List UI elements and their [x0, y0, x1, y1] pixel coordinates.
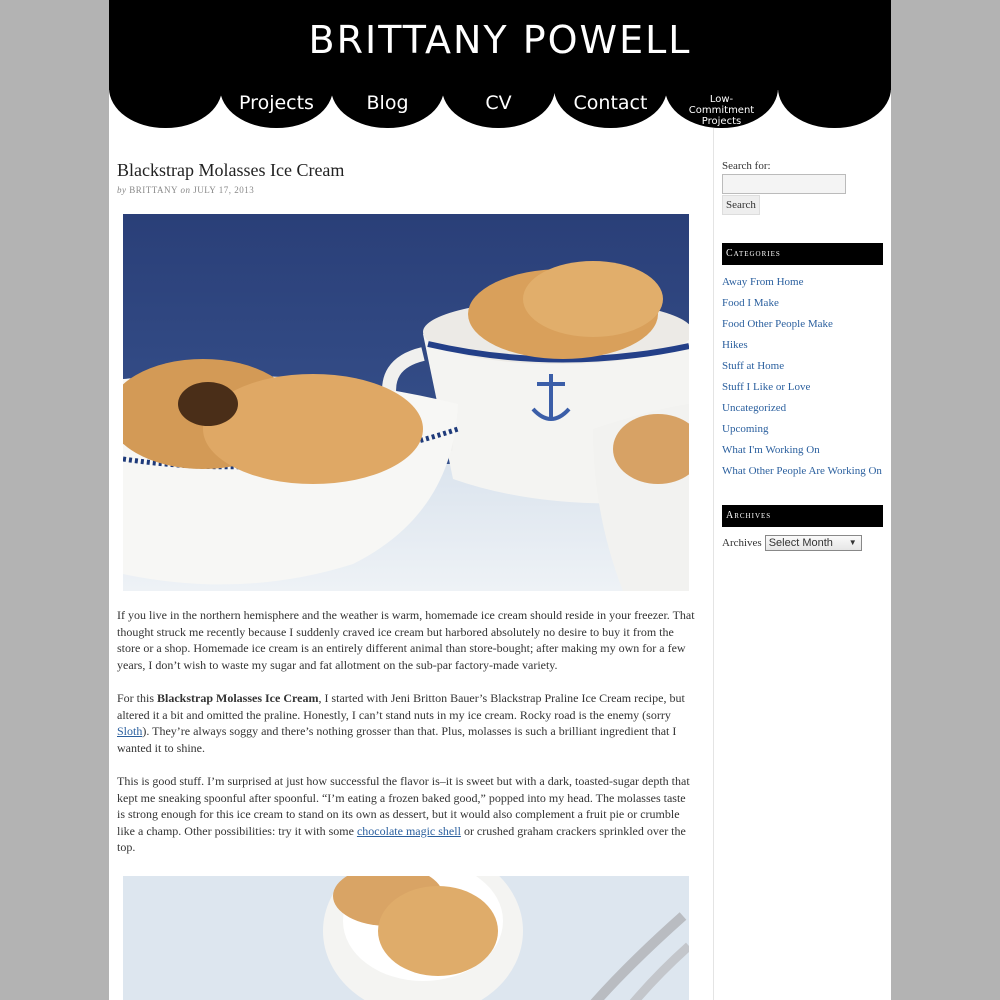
- bold-text: Blackstrap Molasses Ice Cream: [157, 691, 319, 705]
- list-item: [722, 356, 883, 377]
- post-photo-ice-cream-spoons: [123, 876, 689, 1000]
- nav-item-label: Contact: [573, 92, 648, 114]
- list-item: [722, 440, 883, 461]
- archives-select-value: Select Month: [768, 537, 833, 549]
- nav-item-contact[interactable]: [554, 70, 667, 128]
- category-link-what-other-people-are-working-on[interactable]: What Other People Are Working On: [722, 465, 882, 477]
- text: , I started with Jeni Britton Bauer’s Blackstrap Praline Ice Cream recipe, but altered it a bit and omitted the praline. Honestly, I can’t stand nuts in my ice cream. Rocky road is the enemy (sorry: [117, 691, 685, 722]
- category-link-food-i-make[interactable]: Food I Make: [722, 297, 779, 309]
- sidebar-divider: [713, 128, 714, 1000]
- category-link-stuff-at-home[interactable]: Stuff at Home: [722, 360, 785, 372]
- nav-item-cv[interactable]: [442, 70, 555, 128]
- list-item: [722, 335, 883, 356]
- text: or crushed graham crackers sprinkled over the top.: [117, 823, 686, 854]
- categories-title: Categories: [722, 243, 883, 265]
- post-paragraph-2: [117, 690, 695, 756]
- category-link-away-from-home[interactable]: Away From Home: [722, 276, 804, 288]
- nav-item-label: Projects: [239, 92, 314, 114]
- categories-list: [722, 272, 883, 482]
- list-item: [722, 377, 883, 398]
- post-author: BRITTANY: [129, 185, 178, 195]
- post-photo-ice-cream-bowls: [123, 214, 689, 591]
- list-item: [722, 398, 883, 419]
- post-title[interactable]: Blackstrap Molasses Ice Cream: [117, 160, 345, 180]
- post: [117, 160, 697, 1000]
- page: [109, 0, 891, 1000]
- nav-item-label: Low-Commitment Projects: [688, 94, 755, 127]
- site-title[interactable]: BRITTANY POWELL: [308, 18, 692, 62]
- search-label: Search for:: [722, 160, 771, 172]
- nav-item-low-commitment-projects[interactable]: [665, 70, 778, 128]
- category-link-upcoming[interactable]: Upcoming: [722, 423, 769, 435]
- category-link-uncategorized[interactable]: Uncategorized: [722, 402, 787, 414]
- post-paragraph-1: If you live in the northern hemisphere and the weather is warm, homemade ice cream should reside in your freezer. That thought struck me recently because I suddenly craved ice cream but harbored absolutely no desire to buy it from the store or a shop. Homemade ice cream is an entirely different animal than store-bought; after making my own for a few years, I don’t wish to waste my sugar and fat allotment on the sub-par factory-made variety.: [117, 608, 695, 672]
- nav-item-label: Blog: [366, 92, 409, 114]
- list-item: [722, 272, 883, 293]
- photo-illustration: [123, 214, 689, 591]
- list-item: [722, 461, 883, 482]
- nav-scallop-blank: [778, 70, 891, 128]
- text: ). They’re always soggy and there’s nothing grosser than that. Plus, molasses is such a brilliant ingredient that I wanted it to shine.: [117, 724, 677, 755]
- text: For this: [117, 691, 158, 705]
- post-paragraph-3: [117, 773, 695, 856]
- list-item: [722, 314, 883, 335]
- archives-label: Archives: [722, 537, 762, 549]
- search-button[interactable]: Search: [722, 195, 760, 215]
- category-link-food-other-people-make[interactable]: Food Other People Make: [722, 318, 833, 330]
- post-meta: [117, 185, 697, 195]
- meta-on: on: [180, 185, 191, 195]
- archives-select[interactable]: [765, 535, 862, 551]
- meta-by: by: [117, 185, 127, 195]
- search-input[interactable]: [722, 174, 846, 194]
- nav-scallop-blank: [109, 70, 222, 128]
- list-item: [722, 293, 883, 314]
- nav-item-label: CV: [485, 92, 512, 114]
- sloth-link[interactable]: Sloth: [117, 724, 143, 738]
- site-header: [109, 0, 891, 128]
- chocolate-magic-shell-link[interactable]: chocolate magic shell: [356, 823, 461, 838]
- category-link-stuff-i-like-or-love[interactable]: Stuff I Like or Love: [722, 381, 811, 393]
- category-link-hikes[interactable]: Hikes: [722, 339, 748, 351]
- archives-title: Archives: [722, 505, 883, 527]
- post-date: JULY 17, 2013: [193, 185, 255, 195]
- archives-row: [722, 535, 883, 551]
- photo-illustration: [123, 876, 689, 1000]
- triangle-down-icon: ▼: [848, 538, 857, 547]
- list-item: [722, 419, 883, 440]
- sidebar: [722, 160, 883, 551]
- nav-item-blog[interactable]: [331, 70, 444, 128]
- text: This is good stuff. I’m surprised at just how successful the flavor is–it is sweet but with a dark, toasted-sugar depth that kept me sneaking spoonful after spoonful. “I’m eating a frozen baked good,” popped into my head. The molasses taste is strong enough for this ice cream to stand on its own as dessert, but it would also complement a fruit pie or crumble like a champ. Other possibilities: try it with some: [117, 774, 690, 838]
- category-link-what-im-working-on[interactable]: What I'm Working On: [722, 444, 820, 456]
- nav-item-projects[interactable]: [220, 70, 333, 128]
